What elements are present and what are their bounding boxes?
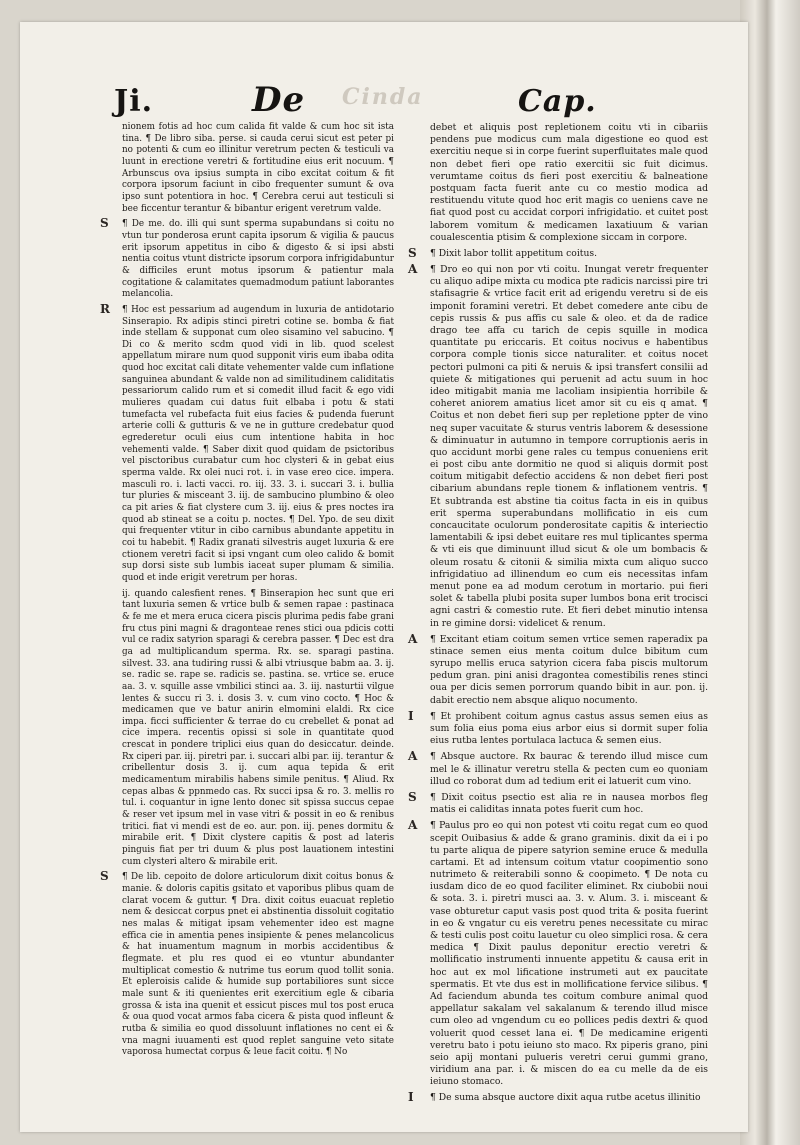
text-paragraph <box>100 216 394 301</box>
text-paragraph <box>100 301 394 585</box>
paragraph-text: ¶ Hoc est pessarium ad augendum in luxuria de antidotario Sinserapio. Rx adipis stinci piretri cotine se. bomba & fiat inde stellam & supponat cum oleo sisamino vel sabucino. ¶ Di co & merito scdm quod vidi in lib. quod scelest appellatum mirare num quod supponit viris eum ibaba odita quod hoc excitat cali ditate vehementer valde cum inflatione sanguinea abundant & valde non ad similitudinem caliditatis pessariorum calido rum et si comedit illud facit & ego vidi mulieres quadam cui datus fuit elbaba i potu & stati tumefacta vel rubefacta fuit eius facies & pudenda fuerunt arterie colli & gutturis & ve ne in gutture credebatur quod egrederetur oculi eius cum intentione habita in hoc vehementi valde. ¶ Saber dixit quod quidam de psictoribus vel pisctoribus curabatur cum hoc clysteri & in gebat eius sperma valde. Rx olei nuci rot. i. in vase ereo cice. impera. masculi ro. i. lacti vacci. ro. iij. 33. 3. i. succari 3. i. bullia tur pluries & misceant 3. iij. de sambucino plumbino & oleo ca pit aries & fiat clystere cum 3. iij. eius & pres noctes ira quod ab stineat se a coitu p. noctes. ¶ Del. Ypo. de seu dixit qui frequenter vtitur in cibo carnibus abundante appetitu in coi tu habebit. ¶ Radix granati silvestris auget luxuria & ere ctionem veretri facit si ipsi vngant cum oleo calido & bomit sup dorsi siste sub lumbis iaceat super plumam & similia. quod et inde erigit veretrum per horas. <box>122 304 394 583</box>
paragraph-text: ¶ Dixit labor tollit appetitum coitus. <box>430 247 598 259</box>
paragraph-text: ¶ De lib. cepoito de dolore articulorum dixit coitus bonus & manie. & doloris capitis gsitato et vaporibus plibus quam de clarat vocem & guttur. ¶ Dra. dixit coitus euacuat repletio nem & desiccat corpus pnet ei abstinentia dissoluit cogitatio nes malas & mitigat ipsam vehementer ideo est magne effica cie in amentia penes insipiente & penes melancolicus & hat inuamentum magnum in morbis accidentibus & flegmate. et plu res quod ei eo vtuntur abundanter multiplicat comestio & nutrime tus eorum quod tollit sonia. Et epleroisis calide & humide sup portabiliores sunt sicce male sunt & iti quenientes erit exercitium egle & cibaria grossa & ista ina quenit et essicut pisces mul tos post eruca & oua quod vocat armos faba cicera & pista quod infleunt & rutba & similia eo quod dissoluunt inflationes no cent ei & vna magni iuuamenti est quod replet sanguine veto sitate vaporosa humectat corpus & leue facit coitu. ¶ No <box>122 872 394 1058</box>
margin-marker: S <box>408 789 417 804</box>
text-paragraph <box>408 245 708 260</box>
margin-marker: S <box>100 869 109 884</box>
text-paragraph <box>122 589 394 869</box>
text-paragraph <box>408 818 708 1088</box>
margin-marker: I <box>408 1090 414 1105</box>
text-paragraph <box>408 789 708 816</box>
running-head-word: De <box>252 80 306 120</box>
right-text-column <box>408 122 708 1105</box>
manuscript-page <box>20 22 748 1132</box>
margin-marker: I <box>408 708 414 723</box>
margin-marker: A <box>408 749 418 764</box>
paragraph-text: nionem fotis ad hoc cum calida fit valde & cum hoc sit ista tina. ¶ De libro siba. perse. si cauda cerui sicut est peter pi no potenti & cum eo illinitur veretrum pecten & testiculi va luunt in erectione veretri & fortitudine eius erit nocuum. ¶ Arbunscus ova ipsius sumpta in cibo excitat coitum & fit corpora ipsorum faciunt in cibo frequenter sumunt & ova ipso sunt potentiora in hoc. ¶ Cerebra cerui aut testiculi si bee ficcentur terantur & bibantur erigent veretrum valde. <box>122 122 394 214</box>
left-text-column <box>100 122 394 1059</box>
paragraph-text: ¶ Excitant etiam coitum semen vrtice semen raperadix pa stinace semen eius menta coitum dulce bibitum cum syrupo mellis eruca satyrion cicera faba piscis multorum pedum gran. pini anisi dragontea comestibilis renes stinci oua per dicis semen porrorum quando bibit in aur. pon. ij. dabit erectio nem absque aliquo nocumento. <box>430 633 708 706</box>
paragraph-text: ¶ De suma absque auctore dixit aqua rutbe acetus illinitio <box>430 1092 701 1104</box>
paragraph-text: ¶ Et prohibent coitum agnus castus assus semen eius as sum folia eius poma eius arbor eius si dormit super folia eius rutba lentes portulaca lactuca & semen eius. <box>430 710 708 747</box>
paragraph-text: ¶ De me. do. illi qui sunt sperma supabundans si coitu no vtun tur ponderosa erunt capita ipsorum & vigilia & paucus erit ipsorum appetitus in cibo & digesto & si ipsi absti nentia coitus vtunt districte ipsorum corpora infrigidabuntur & difficiles erunt motus ipsorum & patientur mala cogitatione & calamitates quemadmodum patiunt laborantes melancolia. <box>122 219 394 300</box>
text-paragraph <box>408 262 708 630</box>
margin-marker: A <box>408 631 418 646</box>
text-paragraph <box>100 869 394 1059</box>
folio-number: Ji. <box>114 84 154 119</box>
book-binding-edge <box>740 0 800 1145</box>
margin-marker: A <box>408 818 418 833</box>
text-paragraph <box>408 1090 708 1105</box>
text-paragraph <box>408 708 708 748</box>
margin-marker: A <box>408 262 418 277</box>
paragraph-text: ij. quando calesfient renes. ¶ Binserapion hec sunt que eri tant luxuria semen & vrtice bulb & semen rapae : pastinaca & fe me et mera eruca cicera piscis plurima pedis fabe grani fru ctus pini magni & dragonteae renes stici oua pdicis cotti vul ce radix satyrion sparagi & cerebra passer. ¶ Dec est dra ga ad multiplicandum sperma. Rx. se. sparagi pastina. silvest. 33. ana tudiring russi & albi vtriusque babm aa. 3. ij. se. radic se. rape se. radicis se. pastina. se. vrtice se. eruce aa. 3. v. squille asse vmbilici stinci aa. 3. iij. nasturtii vilgue lentes & succu ri 3. i. dosis 3. v. cum vino cocto. ¶ Hoc & medicamen que ve batur anirin elmomini elaldi. Rx cice impa. ficci sufficienter & terrae do cu crebellet & ponat ad cice impera. recentis opissi si sole in quantitate quod crescat in pondere triplici eius quan do desiccatur. deinde. Rx ciperi par. iij. piretri par. i. succari albi par. iij. terantur & cribellentur dosis 3. ij. cum aqua tepida & erit medicamentum mirabilis habens simile penitus. ¶ Aliud. Rx cepas albas & ppnmedo cas. Rx succi ipsa & ro. 3. mellis ro tul. i. coquantur in igne lento donec sit spissa succus cepae & reser vet ipsum mel in vase vitri & possit in eo & renibus tritici. fiat vi mendi est de eo. aur. pon. iij. penes dormitu & mirabile erit. ¶ Dixit clystere capitis & post ad lateris pinguis fiat per tri duum & plus post lauationem intestini cum clysteri altero & mirabile erit. <box>122 588 394 867</box>
paragraph-text: ¶ Dixit coitus psectio est alia re in nausea morbos fleg matis ei caliditas innata potes fuerit cum hoc. <box>430 791 708 816</box>
margin-marker: S <box>100 216 109 231</box>
margin-marker: R <box>100 301 110 316</box>
paragraph-text: ¶ Dro eo qui non por vti coitu. Inungat veretr frequenter cu aliquo adipe mixta cu modica pte radicis narcissi pire tri stafisagrie & vrtice facit erit ad erigendu veretru si de eis imponit foramini veretri. Et debet comedere ante cibu de cepis russis & pus affis cu sale & oleo. et da de radice drago tee affa cu tarich de cepis squille in modica quantitate pu ericcaris. Et coitus nocivus e habentibus corpora comple tionis sicce naturaliter. et coitus nocet pectori pulmoni ca piti & neruis & ipsi transfert consilii ad quiete & mitigationes qui peruenit ad actu suum in hoc ideo mitigabit mania me lacoliam insipientia horribile & coheret aniorem amatius licet amor sit cu eis q amat. ¶ Coitus et non debet fieri sup per repletione ppter de vino neq super vacuitate & sturus ventris laborem & desessione & diminuatur in autumno in tempore corruptionis aeris in quo accidunt morbi gene rales cu tempus conueniens erit ei post cibu ante dormitio ne quod si aliquis dormit post coitum mitigabit defectio accidens & non debet fieri post cibarium abundans reple tionem & inflationem ventris. ¶ Et subtranda est abstine tia coitus facta in eis in quibus erit sperma superabundans mollificatio in eis cum concaucitate oculorum ponderositate capitis & interiectio lamentabili & ipsi debet euitare res mul tiplicantes sperma & vti eis que diminuunt illud sicut & ole um bombacis & oleum rosatu & citonii & similia mixta cum aliquo succo infrigidatiuo ad illinendum eo cum eis necessitas infam menut pone ea ad modum cerotum in mortario. pui fieri solet & tabella plubi posita super lumbos bona erit trocisci agni castri & comestio rute. Et fieri debet minutio intensa in re gimine dorsi: videlicet & renum. <box>430 264 708 629</box>
paragraph-text: debet et aliquis post repletionem coitu vti in cibariis pendens pue modicus cum mala digestione eo quod est exercitiu neque si in corpe fuerint superfluitates male quod non debet fieri ope ratio exercitii sic fuit dicimus. verumtame coitus ds fieri post exercitiu & balneatione postquam facta fuerit ante cu co mestio modica ad restituendu vitute quod hoc erit magis co ueniens cave ne fiat quod post cu accidat corpori infrigidatio. et cuitet post laborem vomitum & medicamen laxatiuum & varian coualescentia ptisim & complexione siccam in corpore. <box>430 122 708 243</box>
running-head-chapter: Cap. <box>518 84 597 119</box>
margin-marker: S <box>408 245 417 260</box>
text-paragraph <box>408 631 708 707</box>
show-through-text: Cinda <box>342 84 424 110</box>
paragraph-text: ¶ Paulus pro eo qui non potest vti coitu regat cum eo quod scepit Ouibasius & adde & grano graminis. dixit da ei i po tu parte aliqua de pipere satyrion semine eruce & medulla cartami. Et ad intensum coitum vtatur coopimentio sono nutrimeto & reiterabili sonno & coopimeto. ¶ De nota cu iusdam dico de eo quod faciliter eliminet. Rx ciubobii noui & sota. 3. i. piretri musci aa. 3. v. Alum. 3. i. misceant & vase obturetur caput vasis post quod trita & posita fuerint in eo & vngatur cu eis veretru penes necessitate cu mirac & testi culis post coitu lauetur cu oleo simplici rosa. & cera medica ¶ Dixit paulus deponitur erectio veretri & mollificatio instrumenti innuente appetitu & causa erit in hoc aut ex mol lificatione instrumeti aut ex paucitate spermatis. Et vte dus est in mollificatione fervice silibus. ¶ Ad faciendum abunda tes coitum combure animal quod appellatur sakalam vel sakalanum & terendo illud misce cum oleo ad vngendum cu eo pollices pedis dextri & quod voluerit quod cesset lana ei. ¶ De medicamine erigenti veretru bato i potu ieiuno sto maco. Rx piperis grano, pini seio apij montani pulueris veretri cerui gummi grano, viridium ana par. i. & miscen do ea cu melle da de eis ieiuno stomaco. <box>430 820 708 1088</box>
paragraph-text: ¶ Absque auctore. Rx baurac & terendo illud misce cum mel le & illinatur veretru stella & pecten cum eo quoniam illud co roborat dum ad tedium erit ei latuerit cum vino. <box>430 751 708 787</box>
text-paragraph <box>430 122 708 244</box>
text-paragraph <box>122 122 394 215</box>
text-paragraph <box>408 749 708 788</box>
